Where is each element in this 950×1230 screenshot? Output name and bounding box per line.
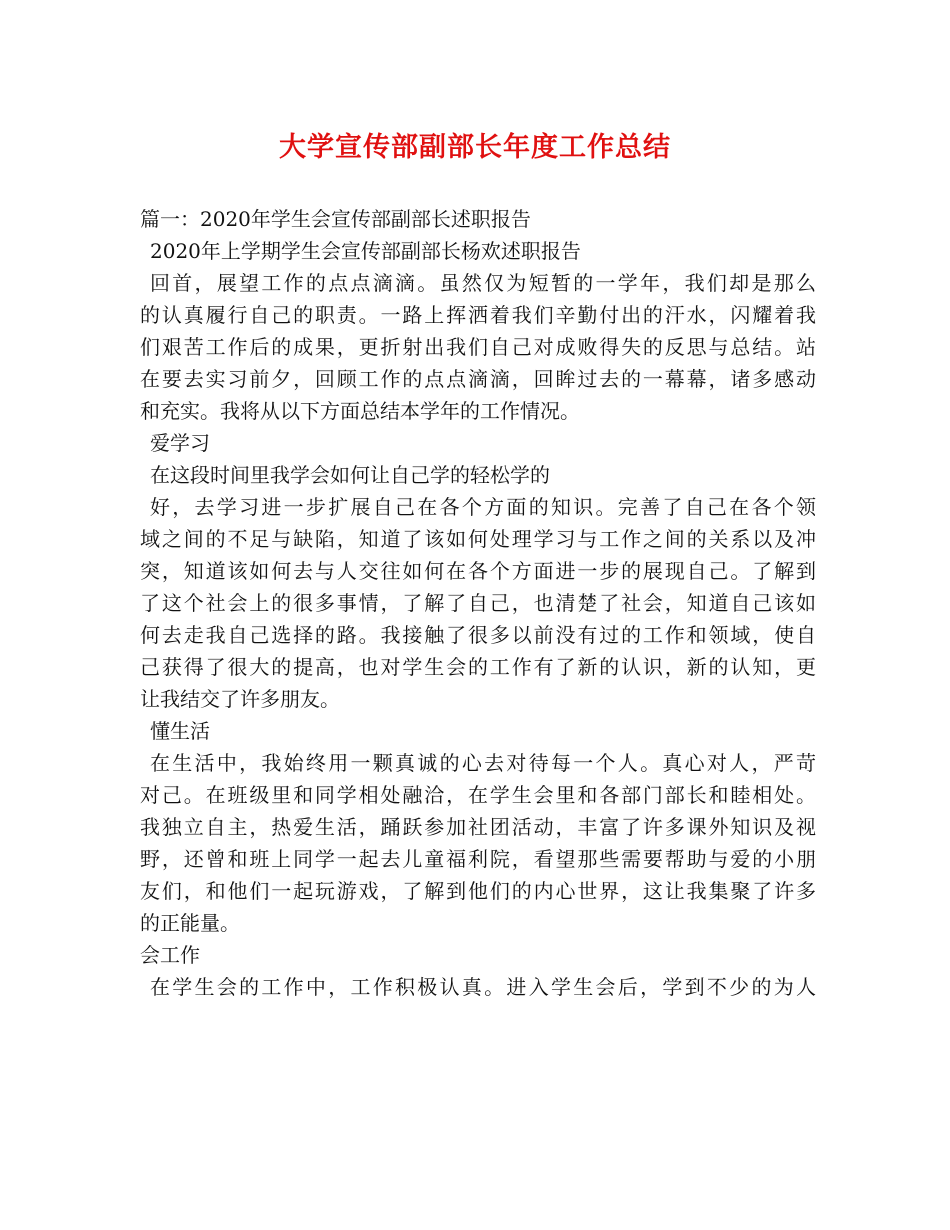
paragraph-line: 了这个社会上的很多事情，了解了自己，也清楚了社会，知道自己该如	[140, 591, 816, 615]
section-heading: 篇一：2020年学生会宣传部副部长述职报告	[140, 207, 531, 231]
paragraph-line: 己获得了很大的提高，也对学生会的工作有了新的认识，新的认知，更	[140, 655, 816, 679]
paragraph-line: 在这段时间里我学会如何让自己学的轻松学的	[150, 463, 550, 487]
report-subtitle: 2020年上学期学生会宣传部副部长杨欢述职报告	[150, 239, 581, 263]
paragraph-line: 在要去实习前夕，回顾工作的点点滴滴，回眸过去的一幕幕，诸多感动	[140, 367, 816, 391]
subheading-work: 会工作	[140, 943, 200, 967]
paragraph-line: 我独立自主，热爱生活，踊跃参加社团活动，丰富了许多课外知识及视	[140, 815, 816, 839]
subheading-study: 爱学习	[150, 431, 210, 455]
paragraph-line: 在学生会的工作中，工作积极认真。进入学生会后，学到不少的为人	[150, 975, 816, 999]
paragraph-line: 的正能量。	[140, 911, 240, 935]
paragraph-line: 在生活中，我始终用一颗真诚的心去对待每一个人。真心对人，严苛	[150, 751, 816, 775]
paragraph-line: 突，知道该如何去与人交往如何在各个方面进一步的展现自己。了解到	[140, 559, 816, 583]
paragraph-line: 对己。在班级里和同学相处融洽，在学生会里和各部门部长和睦相处。	[140, 783, 816, 807]
paragraph-line: 域之间的不足与缺陷，知道了该如何处理学习与工作之间的关系以及冲	[140, 527, 816, 551]
document-body	[140, 203, 816, 1003]
paragraph-line: 回首，展望工作的点点滴滴。虽然仅为短暂的一学年，我们却是那么	[150, 271, 816, 295]
paragraph-line: 野，还曾和班上同学一起去儿童福利院，看望那些需要帮助与爱的小朋	[140, 847, 816, 871]
paragraph-line: 何去走我自己选择的路。我接触了很多以前没有过的工作和领域，使自	[140, 623, 816, 647]
paragraph-line: 让我结交了许多朋友。	[140, 687, 340, 711]
paragraph-line: 们艰苦工作后的成果，更折射出我们自己对成败得失的反思与总结。站	[140, 335, 816, 359]
document-title: 大学宣传部副部长年度工作总结	[279, 132, 671, 163]
paragraph-line: 好，去学习进一步扩展自己在各个方面的知识。完善了自己在各个领	[150, 495, 816, 519]
subheading-life: 懂生活	[150, 719, 210, 743]
paragraph-line: 的认真履行自己的职责。一路上挥洒着我们辛勤付出的汗水，闪耀着我	[140, 303, 816, 327]
paragraph-line: 友们，和他们一起玩游戏，了解到他们的内心世界，这让我集聚了许多	[140, 879, 816, 903]
paragraph-line: 和充实。我将从以下方面总结本学年的工作情况。	[140, 399, 580, 423]
